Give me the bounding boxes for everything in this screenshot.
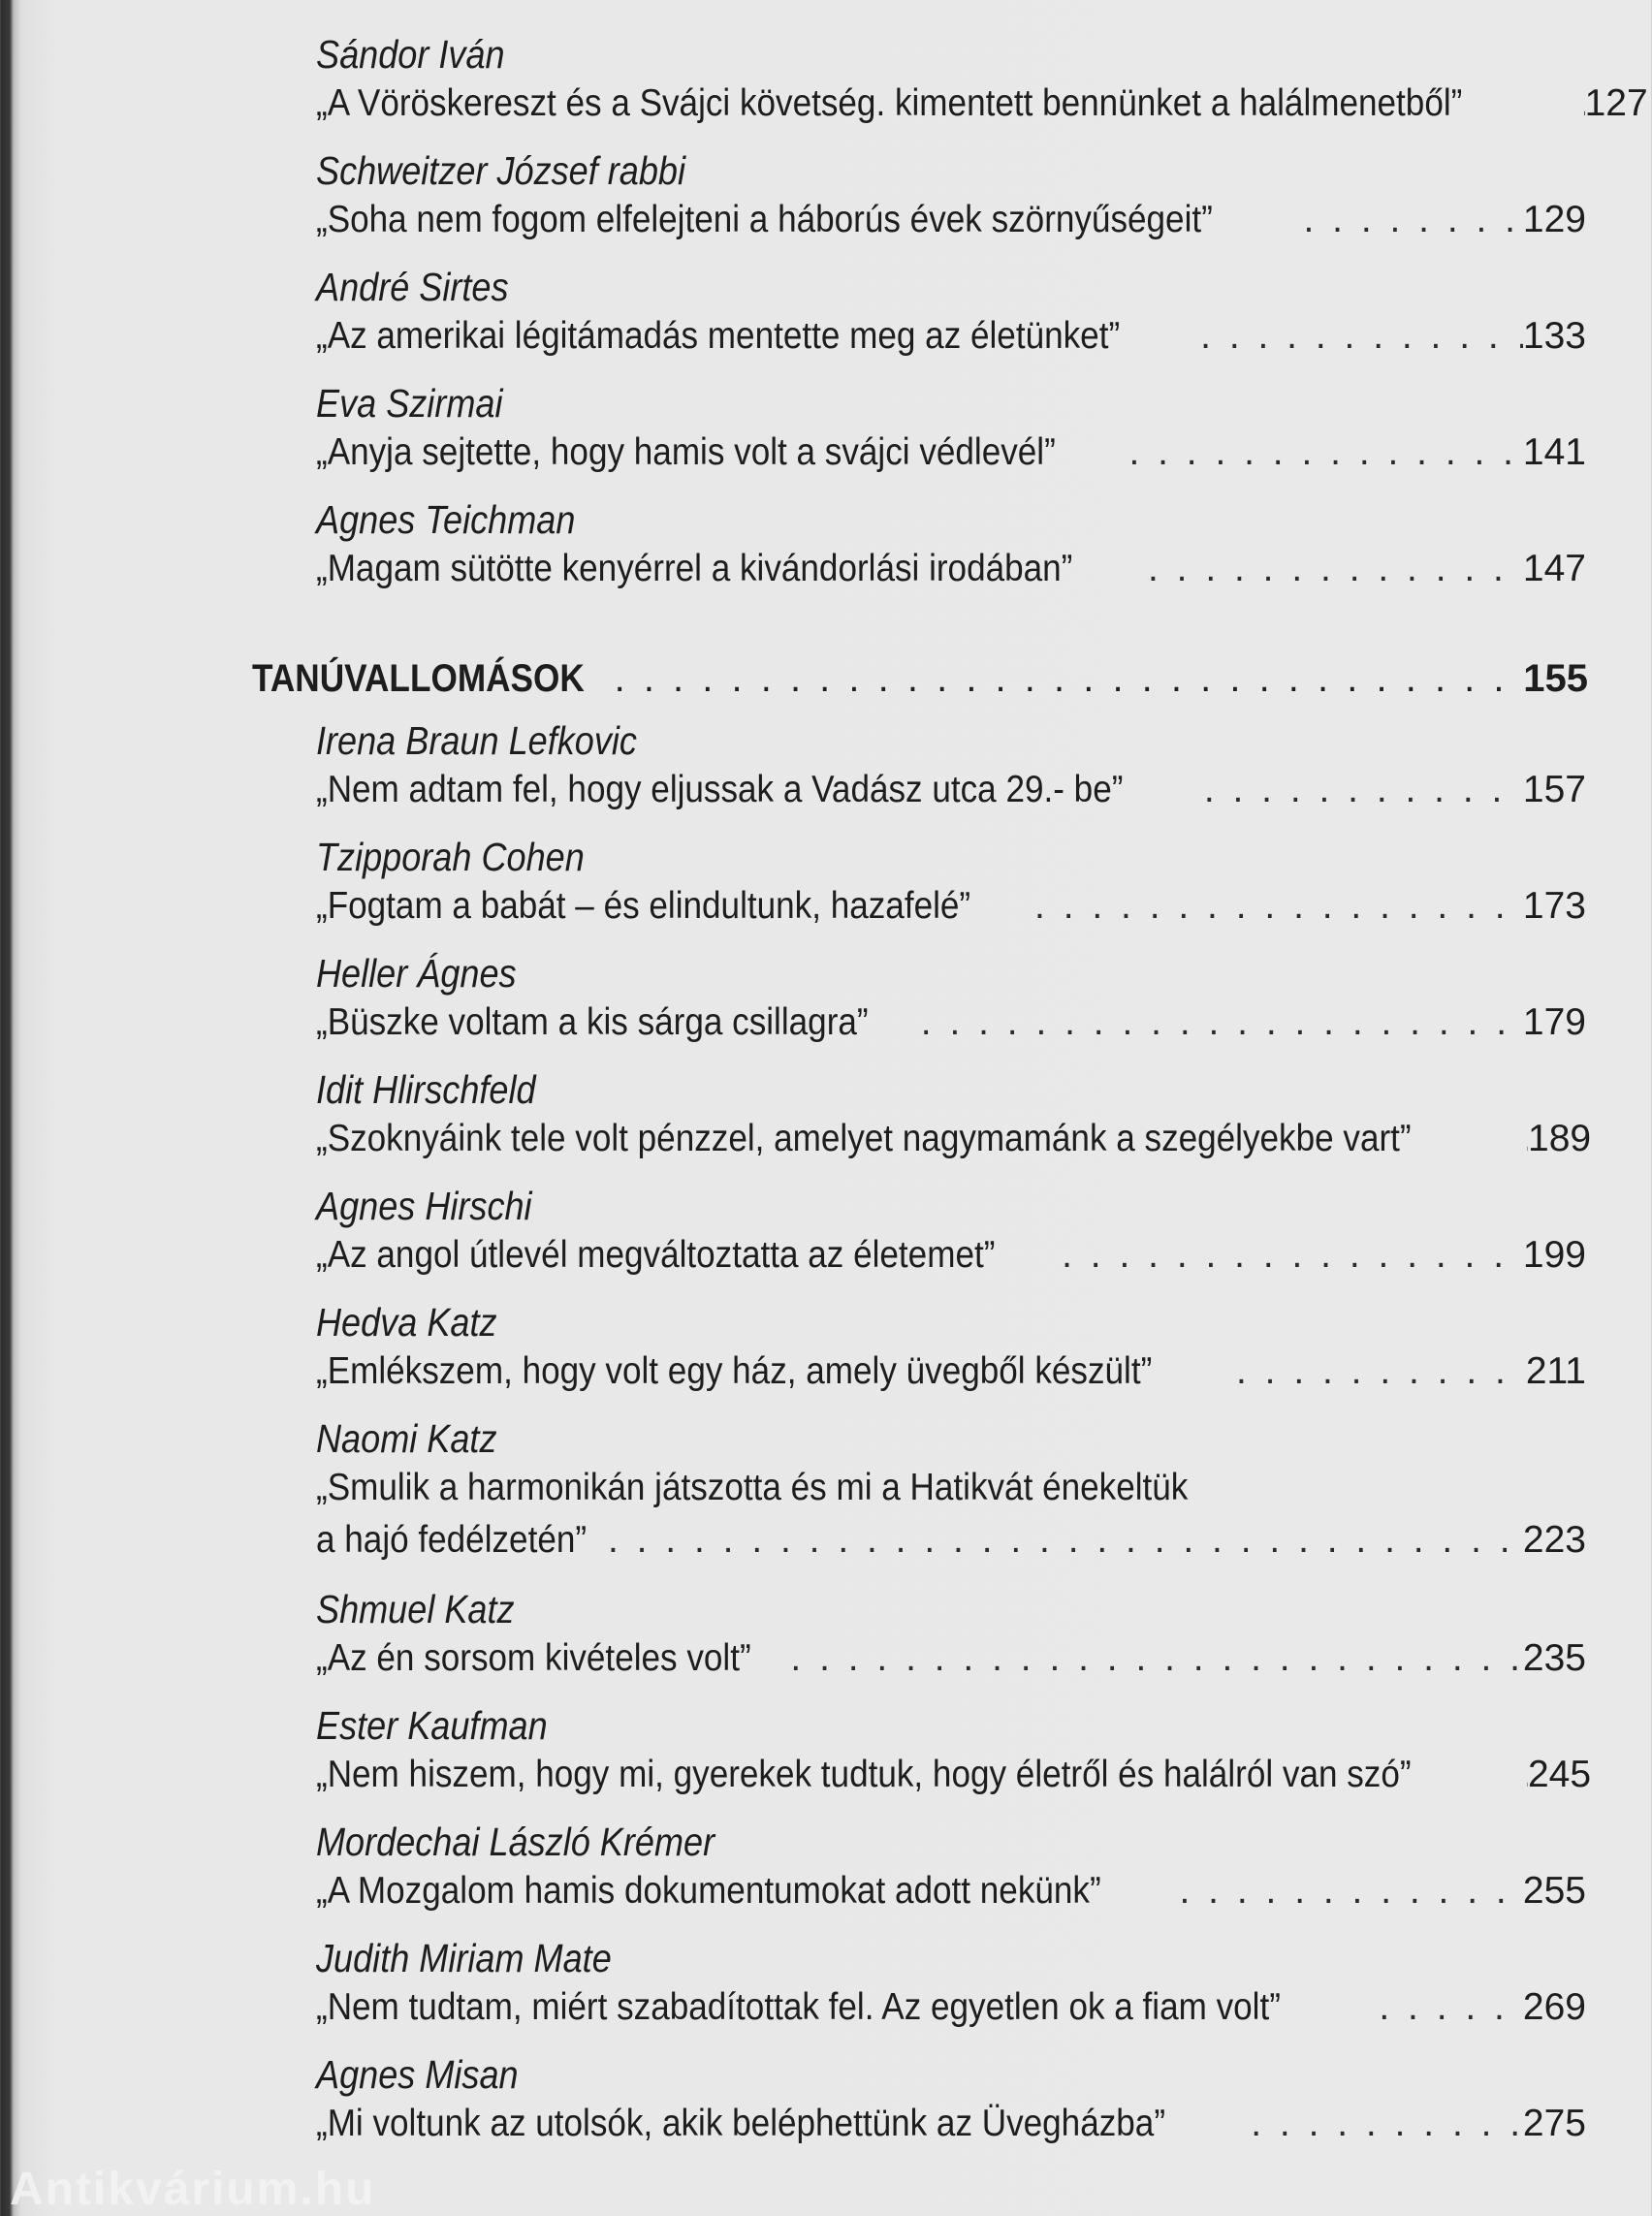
entry-line: [316, 1113, 1592, 1165]
entry-author: Agnes Hirschi: [316, 1184, 532, 1228]
entry-author: Irena Braun Lefkovic: [316, 718, 637, 763]
entry-title: a hajó fedélzetén”: [316, 1519, 588, 1561]
toc-entry: [316, 1415, 1586, 1567]
watermark: Antikvárium.hu: [10, 2164, 376, 2215]
entry-page-number: 147: [1522, 548, 1586, 589]
toc-entry: [316, 717, 1586, 816]
entry-title: „Emlékszem, hogy volt egy ház, amely üvegből készült”: [316, 1350, 1153, 1392]
entry-line: [316, 310, 1586, 363]
leader-dots: [1058, 1229, 1523, 1282]
entry-line: [316, 1632, 1586, 1685]
entry-author: Sándor Iván: [316, 32, 505, 77]
entry-author: Naomi Katz: [316, 1416, 497, 1461]
toc-entry: [316, 264, 1586, 363]
entry-page-number: 255: [1522, 1870, 1586, 1912]
leader-dots: [1520, 1113, 1528, 1165]
entry-title: „Az én sorsom kivételes volt”: [316, 1637, 751, 1679]
entry-page-number: 245: [1527, 1754, 1592, 1795]
leader-dots: [1299, 194, 1522, 246]
entry-page-number: 235: [1522, 1637, 1586, 1679]
section-page-number: 155: [1523, 657, 1588, 700]
leader-dots: [1577, 78, 1585, 130]
entry-title: „Anyja sejtette, hogy hamis volt a svájci védlevél”: [316, 431, 1056, 473]
entry-author: André Sirtes: [316, 265, 509, 309]
entry-title: „A Vöröskereszt és a Svájci követség. kimentett bennünket a halálmenetből”: [316, 82, 1463, 124]
entry-title: „Büszke voltam a kis sárga csillagra”: [316, 1001, 869, 1043]
entry-title: „Szoknyáink tele volt pénzzel, amelyet nagymamánk a szegélyekbe vart”: [316, 1118, 1412, 1159]
entry-title: „Nem tudtam, miért szabadítottak fel. Az egyetlen ok a fiam volt”: [316, 1986, 1281, 2028]
entry-author: Mordechai László Krémer: [316, 1820, 715, 1864]
entry-title-line-1: „Smulik a harmonikán játszotta és mi a Hatikvát énekeltük: [316, 1467, 1189, 1508]
toc-entry: [316, 1819, 1586, 1917]
entry-line: [316, 427, 1586, 479]
entry-page-number: 129: [1522, 199, 1586, 240]
entry-title: „Mi voltunk az utolsók, akik beléphettünk az Üvegházba”: [316, 2103, 1166, 2144]
leader-dots: [1232, 1345, 1526, 1398]
toc-entry: [316, 2051, 1586, 2150]
entry-author: Agnes Teichman: [316, 497, 576, 542]
toc-entry: [316, 1702, 1592, 1801]
leader-dots: [1375, 1981, 1523, 2034]
leader-dots: [917, 997, 1523, 1049]
entry-page-number: 199: [1522, 1234, 1586, 1276]
entry-line: [316, 764, 1586, 816]
entry-author: Hedva Katz: [316, 1300, 497, 1345]
entry-page-number: 157: [1522, 769, 1586, 810]
entry-page-number: 133: [1522, 315, 1586, 357]
entry-author: Shmuel Katz: [316, 1587, 515, 1631]
toc-entry: [316, 1586, 1586, 1685]
toc-entry: [316, 1066, 1592, 1165]
entry-author: Eva Szirmai: [316, 381, 503, 426]
toc-entry: [316, 1299, 1586, 1398]
leader-dots: [1144, 543, 1523, 595]
entry-line: [316, 997, 1586, 1049]
entry-title: „Magam sütötte kenyérrel a kivándorlási irodában”: [316, 548, 1073, 589]
toc-entry: [316, 380, 1586, 479]
leader-dots: [786, 1632, 1523, 1685]
toc-entry: [316, 496, 1586, 595]
entry-page-number: 211: [1525, 1350, 1586, 1392]
entry-page-number: 127: [1584, 82, 1648, 124]
entry-title: „Az amerikai légitámadás mentette meg az életünket”: [316, 315, 1121, 357]
leader-dots: [604, 1514, 1523, 1567]
entry-title: „Nem hiszem, hogy mi, gyerekek tudtuk, hogy életről és halálról van szó”: [316, 1754, 1412, 1795]
entry-author: Heller Ágnes: [316, 951, 517, 996]
entry-title: „Nem adtam fel, hogy eljussak a Vadász utca 29.- be”: [316, 769, 1124, 810]
entry-author: Judith Miriam Mate: [316, 1936, 612, 1980]
entry-title: „Az angol útlevél megváltoztatta az életemet”: [316, 1234, 996, 1276]
leader-dots: [1200, 764, 1523, 816]
entry-page-number: 173: [1522, 885, 1586, 927]
entry-page-number: 179: [1522, 1001, 1586, 1043]
entry-line: [316, 1345, 1586, 1398]
entry-page-number: 269: [1522, 1986, 1586, 2028]
toc-entry: [316, 950, 1586, 1049]
leader-dots: [611, 651, 1524, 706]
leader-dots: [1196, 310, 1523, 363]
entry-line: [316, 1229, 1586, 1282]
entry-line: [316, 543, 1586, 595]
entry-line: [316, 1981, 1586, 2034]
entry-page-number: 189: [1528, 1118, 1592, 1159]
leader-dots: [1247, 2098, 1523, 2150]
toc-entry: [316, 1935, 1586, 2034]
entry-line: [316, 1865, 1586, 1917]
entry-title: „A Mozgalom hamis dokumentumokat adott nekünk”: [316, 1870, 1101, 1912]
entry-line: [316, 1749, 1592, 1801]
entry-author: Agnes Misan: [316, 2052, 519, 2097]
entry-line: [316, 1514, 1586, 1567]
entry-page-number: 223: [1522, 1519, 1586, 1561]
entry-line: [316, 78, 1648, 130]
entry-author: Schweitzer József rabbi: [316, 148, 686, 193]
leader-dots: [1125, 427, 1522, 479]
entry-line: [316, 880, 1586, 933]
section-title: TANÚVALLOMÁSOK: [252, 657, 585, 700]
entry-author: Ester Kaufman: [316, 1703, 548, 1748]
toc-entry: [316, 1183, 1586, 1282]
leader-dots: [1031, 880, 1523, 933]
entry-author: Tzipporah Cohen: [316, 835, 585, 879]
entry-author: Idit Hlirschfeld: [316, 1067, 536, 1112]
entry-line: [316, 194, 1586, 246]
leader-dots: [1520, 1749, 1528, 1801]
entry-page-number: 141: [1522, 431, 1586, 473]
entry-title: „Soha nem fogom elfelejteni a háborús évek szörnyűségeit”: [316, 199, 1213, 240]
toc-entry: [316, 147, 1586, 246]
toc-entry: [316, 834, 1586, 933]
entry-title: „Fogtam a babát – és elindultunk, hazafelé”: [316, 885, 971, 927]
leader-dots: [1176, 1865, 1523, 1917]
entry-page-number: 275: [1522, 2103, 1586, 2144]
entry-line: [316, 2098, 1586, 2150]
section-heading: [252, 651, 1588, 706]
toc-entry: [316, 31, 1648, 130]
